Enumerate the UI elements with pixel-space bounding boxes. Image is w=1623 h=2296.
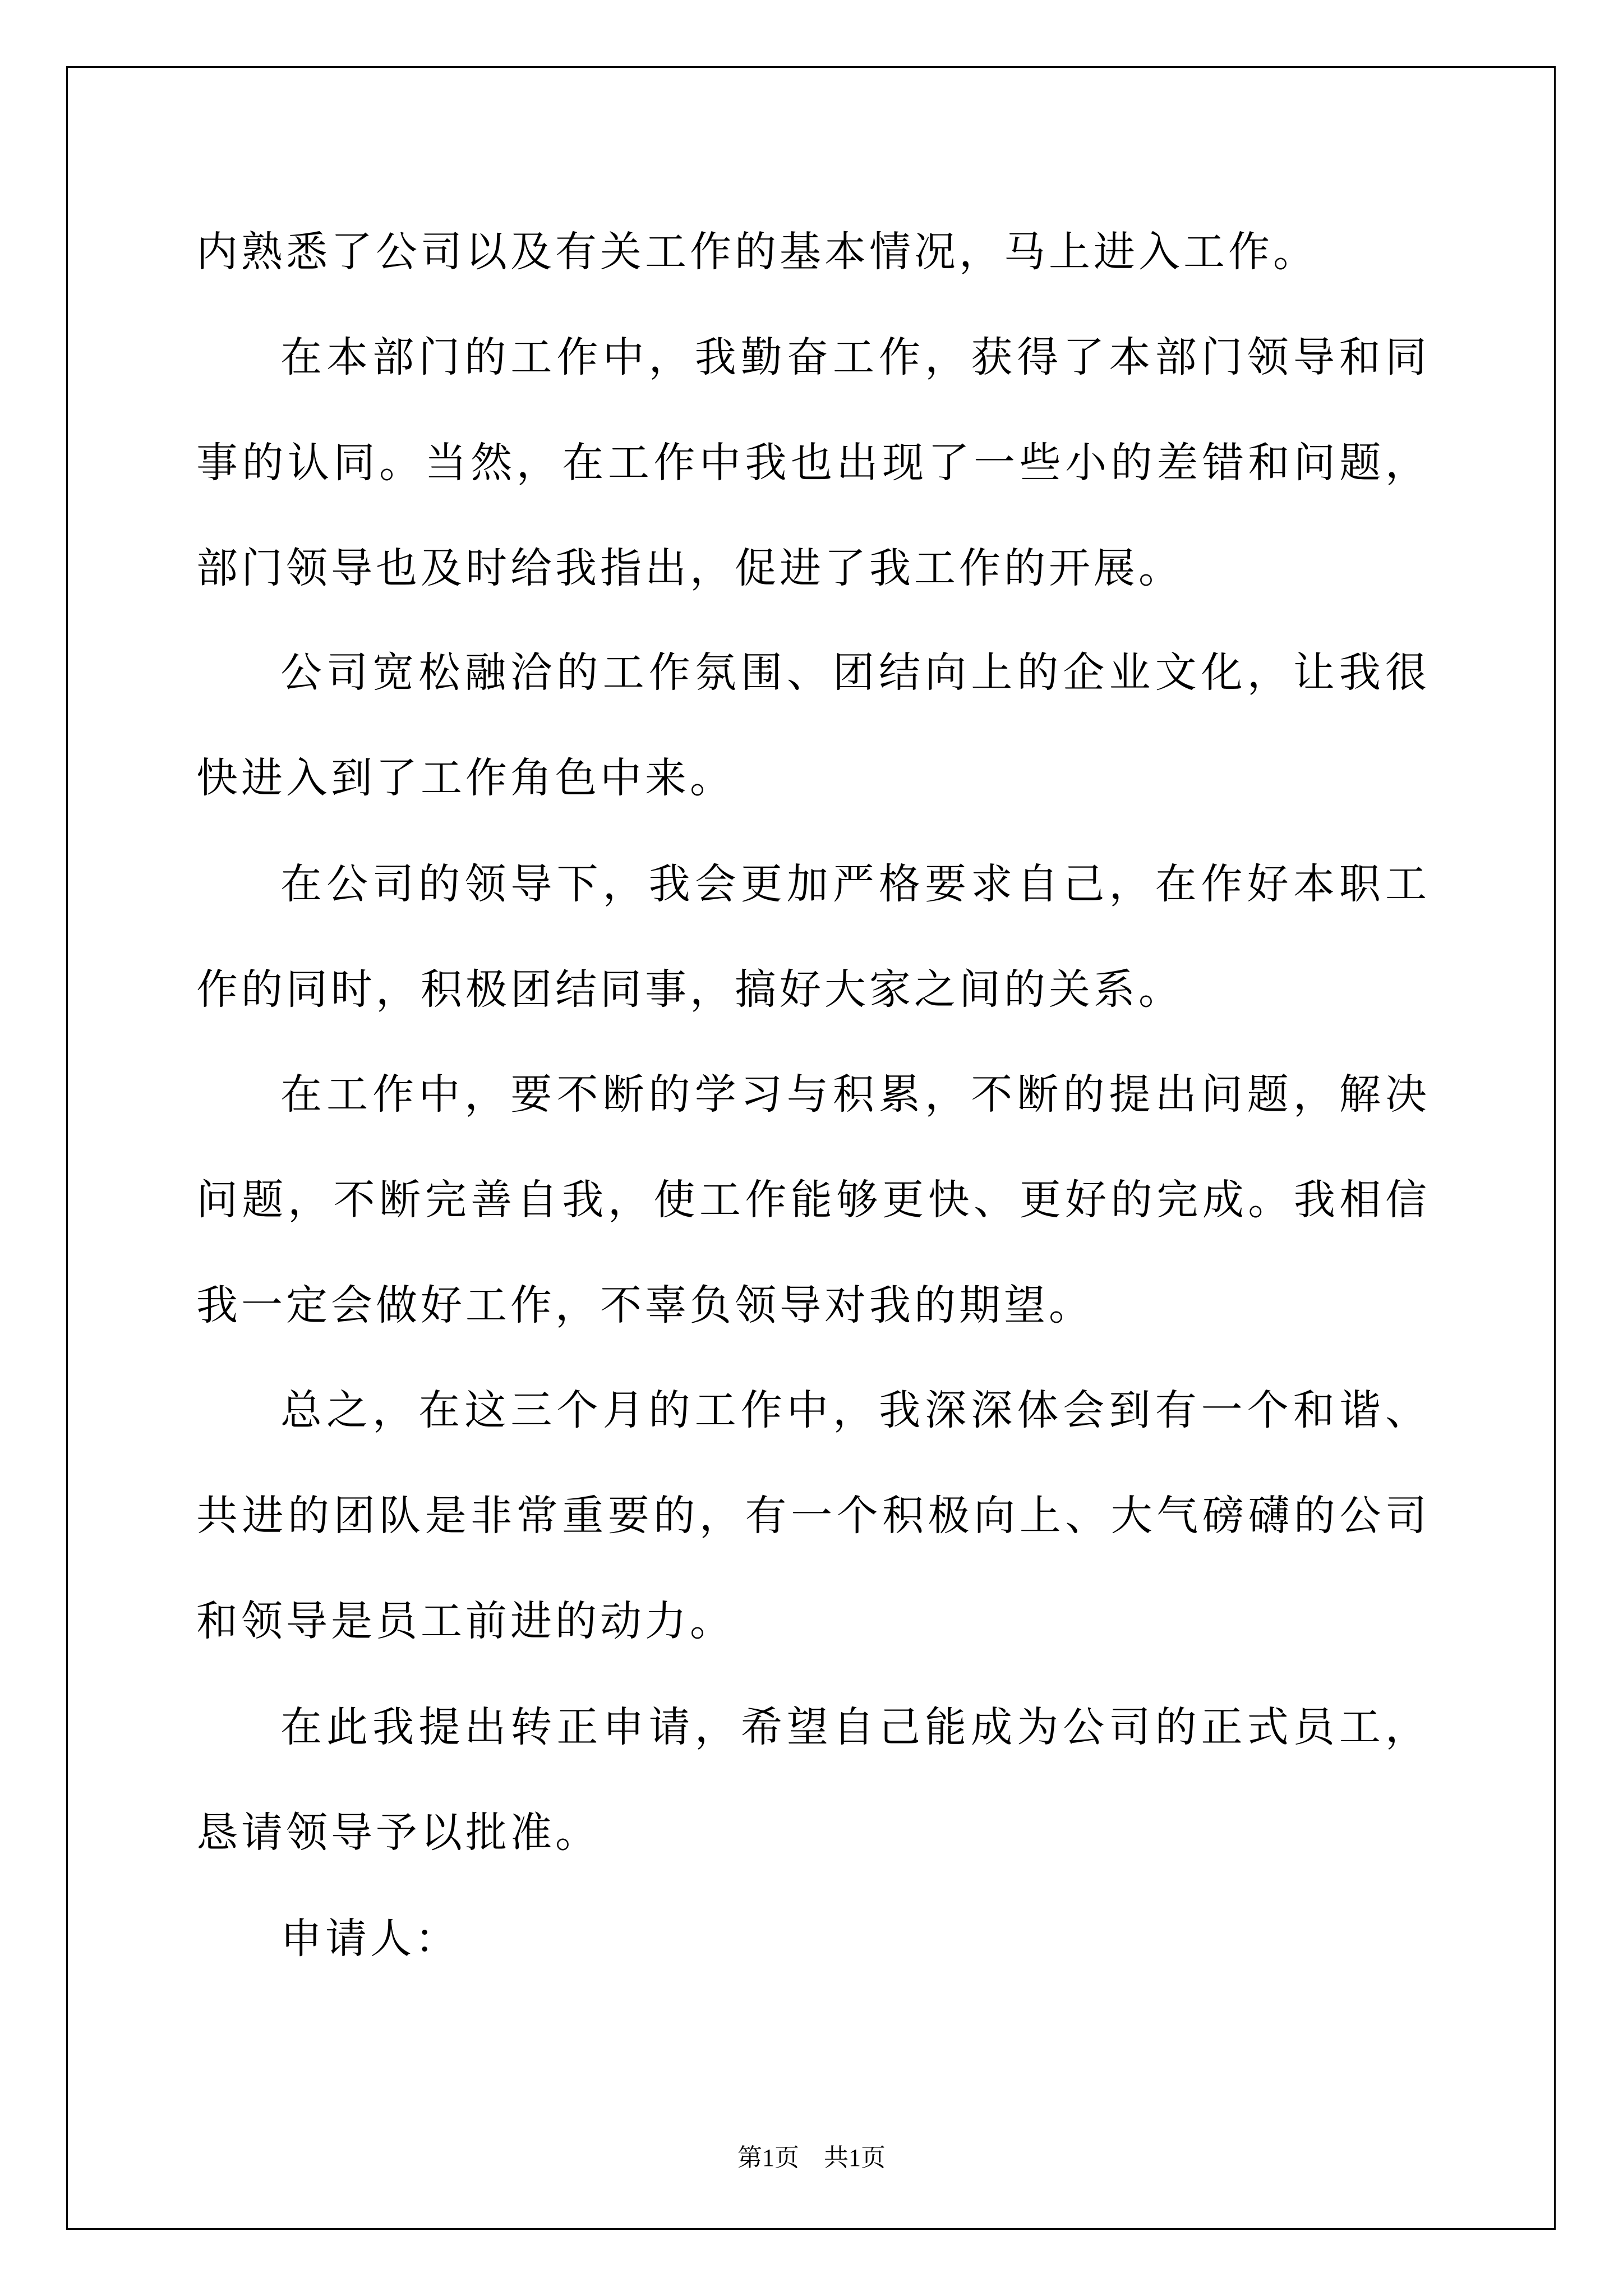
paragraph-summary: 总之，在这三个月的工作中，我深深体会到有一个和谐、共进的团队是非常重要的，有一个积极向上、大气磅礴的公司和领导是员工前进的动力。 xyxy=(196,1386,1430,1645)
paragraph-continuous-learning: 在工作中，要不断的学习与积累，不断的提出问题，解决问题，不断完善自我，使工作能够更快、更好的完成。我相信我一定会做好工作，不辜负领导对我的期望。 xyxy=(196,1070,1430,1329)
paragraph-application-request: 在此我提出转正申请，希望自己能成为公司的正式员工，恳请领导予以批准。 xyxy=(196,1703,1430,1857)
paragraph-self-requirement: 在公司的领导下，我会更加严格要求自己，在作好本职工作的同时，积极团结同事，搞好大家之间的关系。 xyxy=(196,860,1430,1014)
paragraph-continuation: 内熟悉了公司以及有关工作的基本情况，马上进入工作。 xyxy=(196,228,1318,276)
page-footer: 第1页 共1页 xyxy=(737,2144,886,2171)
applicant-signature-label: 申请人： xyxy=(280,1915,460,1963)
paragraph-company-culture: 公司宽松融洽的工作氛围、团结向上的企业文化，让我很快进入到了工作角色中来。 xyxy=(196,648,1430,802)
paragraph-department-work: 在本部门的工作中，我勤奋工作，获得了本部门领导和同事的认同。当然，在工作中我也出现了一些小的差错和问题，部门领导也及时给我指出，促进了我工作的开展。 xyxy=(196,333,1430,592)
